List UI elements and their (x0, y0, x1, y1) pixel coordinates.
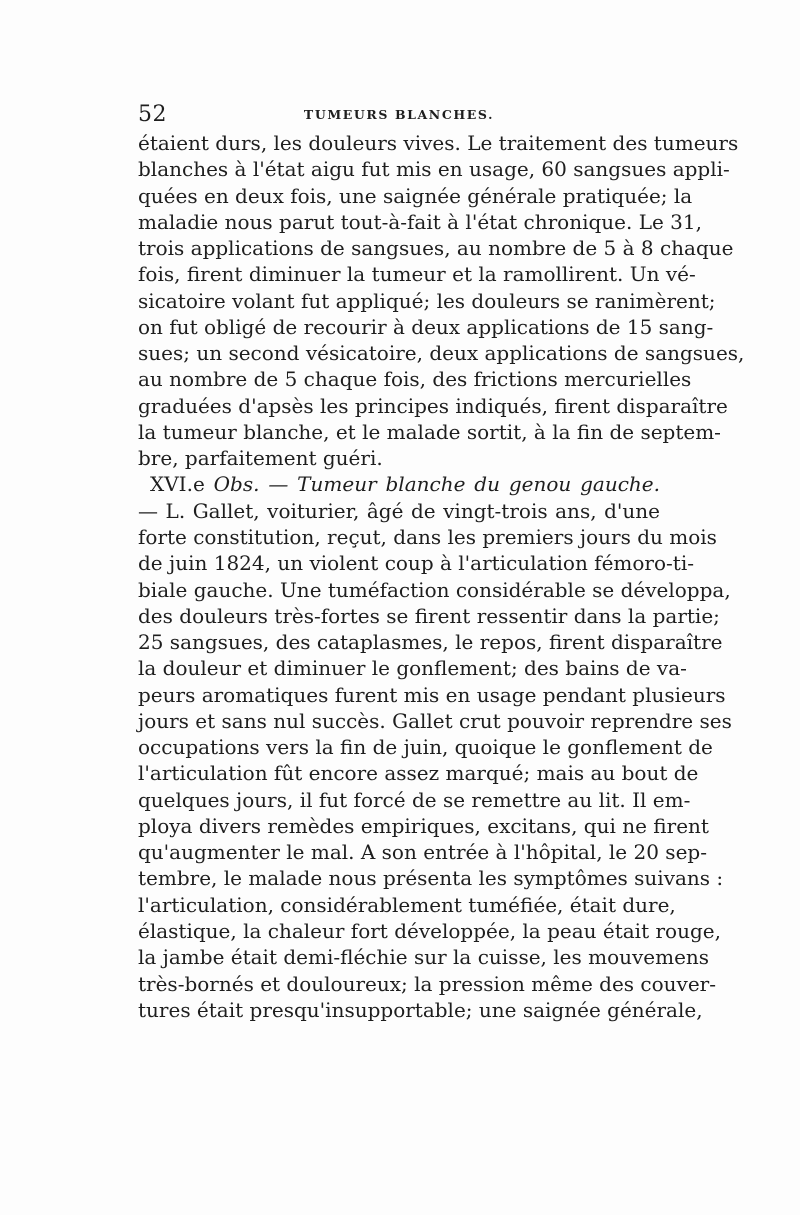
text-line: peurs aromatiques furent mis en usage pendant plusieurs (138, 682, 726, 707)
text-line: occupations vers la fin de juin, quoique le gonflement de (138, 735, 713, 760)
text-line: sues; un second vésicatoire, deux applications de sangsues, (138, 341, 745, 366)
text-line: l'articulation, considérablement tuméfiée, était dure, (138, 892, 676, 917)
text-line: des douleurs très-fortes se firent ressentir dans la partie; (138, 603, 720, 628)
text-line: sicatoire volant fut appliqué; les douleurs se ranimèrent; (138, 288, 716, 313)
observation-title: Obs. — Tumeur blanche du genou gauche. (213, 472, 660, 497)
text-line: trois applications de sangsues, au nombre de 5 à 8 chaque (138, 236, 734, 261)
text-line: quées en deux fois, une saignée générale pratiquée; la (138, 183, 693, 208)
text-line: — L. Gallet, voiturier, âgé de vingt-trois ans, d'une (138, 498, 660, 523)
text-line: jours et sans nul succès. Gallet crut pouvoir reprendre ses (138, 708, 732, 733)
text-line: très-bornés et douloureux; la pression même des couver- (138, 971, 716, 996)
text-line: l'articulation fût encore assez marqué; mais au bout de (138, 761, 699, 786)
page-number: 52 (138, 102, 167, 127)
page-header (138, 100, 660, 130)
text-line: au nombre de 5 chaque fois, des frictions mercurielles (138, 367, 692, 392)
text-line: biale gauche. Une tuméfaction considérable se développa, (138, 577, 731, 602)
text-line: quelques jours, il fut forcé de se remettre au lit. Il em- (138, 787, 691, 812)
text-line: ploya divers remèdes empiriques, excitans, qui ne firent (138, 813, 709, 838)
running-title: TUMEURS BLANCHES. (303, 107, 495, 122)
text-line: étaient durs, les douleurs vives. Le traitement des tumeurs (138, 131, 739, 155)
text-line: bre, parfaitement guéri. (138, 446, 383, 471)
text-line: forte constitution, reçut, dans les premiers jours du mois (138, 524, 717, 549)
text-line: tembre, le malade nous présenta les symptômes suivans : (138, 866, 724, 891)
text-line: on fut obligé de recourir à deux applications de 15 sang- (138, 314, 714, 339)
text-line: la tumeur blanche, et le malade sortit, à la fin de septem- (138, 419, 721, 444)
text-line: la jambe était demi-fléchie sur la cuisse, les mouvemens (138, 945, 710, 970)
text-line: tures était presqu'insupportable; une saignée générale, (138, 997, 703, 1022)
text-line: qu'augmenter le mal. A son entrée à l'hôpital, le 20 sep- (138, 840, 707, 865)
body-text (138, 130, 745, 1023)
text-line: blanches à l'état aigu fut mis en usage, 60 sangsues appli- (138, 157, 730, 182)
text-line: de juin 1824, un violent coup à l'articulation fémoro-ti- (138, 551, 694, 576)
observation-number: XVI.e (150, 472, 214, 497)
observation-heading (138, 471, 660, 497)
text-line: maladie nous parut tout-à-fait à l'état chronique. Le 31, (138, 209, 702, 234)
text-line: graduées d'apsès les principes indiqués, firent disparaître (138, 393, 728, 418)
text-line: élastique, la chaleur fort développée, la peau était rouge, (138, 918, 721, 943)
text-line: 25 sangsues, des cataplasmes, le repos, firent disparaître (138, 630, 723, 655)
text-line: la douleur et diminuer le gonflement; des bains de va- (138, 656, 687, 681)
text-line: fois, firent diminuer la tumeur et la ramollirent. Un vé- (138, 262, 696, 287)
